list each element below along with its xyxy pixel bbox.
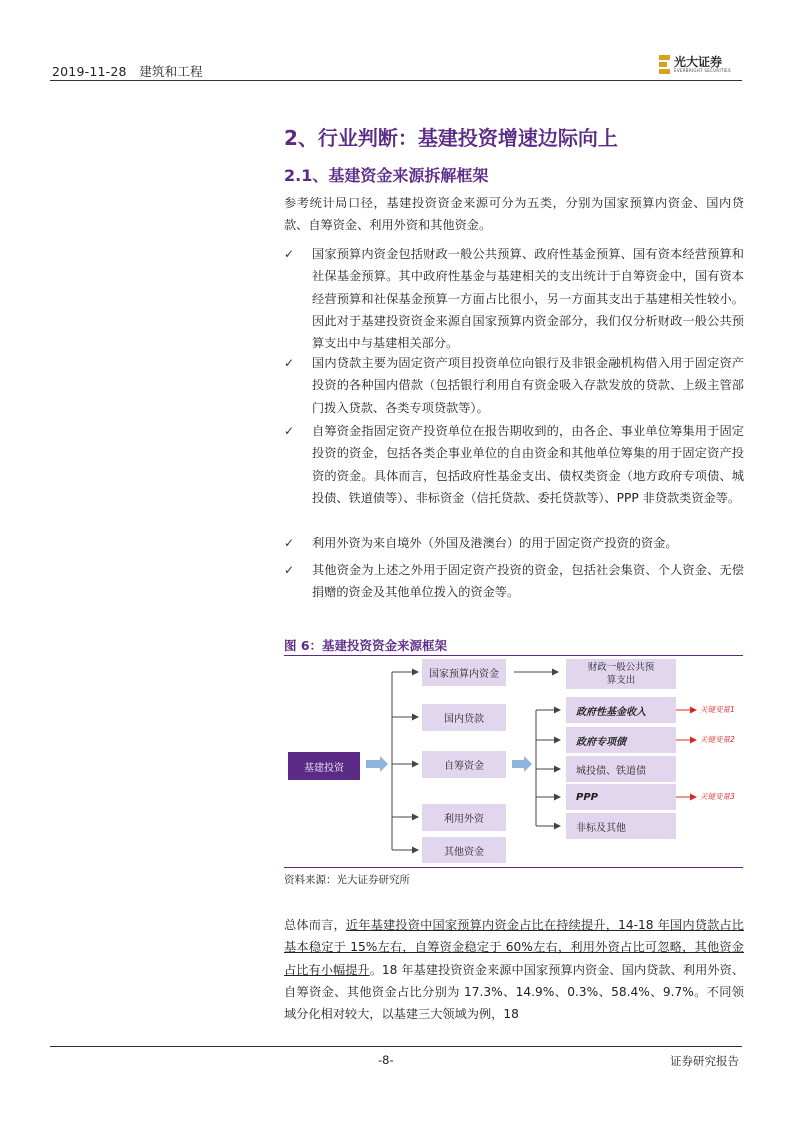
flow-box-gov-fund: 政府性基金收入 <box>566 697 676 723</box>
bullet-item <box>284 559 744 604</box>
check-icon: ✓ <box>284 424 295 438</box>
conclusion-rest: 。18 年基建投资资金来源中国家预算内资金、国内贷款、利用外资、自筹资金、其他资金占比分别为 17.3%、14.9%、0.3%、58.4%、9.7%。不同领域分化相对较大，以基建三大领域为例，18 <box>284 962 745 1022</box>
bullet-text: 自筹资金指固定资产投资单位在报告期收到的，由各企、事业单位筹集用于固定投资的资金，包括各类企事业单位的自由资金和其他单位筹集的用于固定资产投资的资金。具体而言，包括政府性基金支出、债权类资金（地方政府专项债、城投债、铁道债等）、非标资金（信托贷款、委托贷款等）、PPP 非贷款类资金等。 <box>312 424 744 505</box>
conclusion-paragraph <box>284 914 744 1025</box>
figure-bottom-rule <box>284 867 743 868</box>
check-icon: ✓ <box>284 356 295 370</box>
bullet-text: 国内贷款主要为固定资产项目投资单位向银行及非银金融机构借入用于固定资产投资的各种国内借款（包括银行利用自有资金吸入存款发放的贷款、上级主管部门拨入贷款、各类专项贷款等）。 <box>312 356 744 415</box>
logo-icon <box>659 55 670 75</box>
flow-box-domestic-loan: 国内贷款 <box>422 704 506 731</box>
bullet-text: 利用外资为来自境外（外国及港澳台）的用于固定资产投资的资金。 <box>312 536 678 550</box>
conclusion-underlined: 近年基建投资中国家预算内资金占比在持续提升，14-18 年国内贷款占比基本稳定于 15%左右，自筹资金稳定于 60%左右，利用外资占比可忽略，其他资金占比有小幅提升 <box>284 918 744 977</box>
footer-divider <box>50 1046 742 1047</box>
bullet-item <box>284 532 744 554</box>
intro-paragraph: 参考统计局口径，基建投资资金来源可分为五类，分别为国家预算内资金、国内贷款、自筹资金、利用外资和其他资金。 <box>284 196 744 233</box>
flow-box-ppp: PPP <box>566 784 676 810</box>
flow-box-nonstandard: 非标及其他 <box>566 813 676 839</box>
bullet-item <box>284 352 744 419</box>
figure-title: 图 6：基建投资资金来源框架 <box>284 638 448 653</box>
flow-box-special-bond: 政府专项债 <box>566 727 676 753</box>
bullet-item <box>284 420 744 509</box>
conclusion-lead: 总体而言， <box>284 918 346 932</box>
flow-box-foreign: 利用外资 <box>422 804 506 831</box>
flow-box-self-raised: 自筹资金 <box>422 751 506 778</box>
report-date: 2019-11-28 <box>52 64 127 79</box>
check-icon: ✓ <box>284 563 295 577</box>
key-variable-label: 关键变量2 <box>700 735 735 744</box>
bullet-item <box>284 243 744 354</box>
flow-box-urban-bond: 城投债、铁道债 <box>566 756 676 782</box>
section-title: 2、行业判断：基建投资增速边际向上 <box>284 126 618 150</box>
flow-box-budget-detail: 财政一般公共预算支出 <box>566 659 676 689</box>
key-variable-label: 关键变量1 <box>700 705 735 714</box>
logo-subname: EVERBRIGHT SECURITIES <box>674 68 731 73</box>
bullet-text: 国家预算内资金包括财政一般公共预算、政府性基金预算、国有资本经营预算和社保基金预算。其中政府性基金与基建相关的支出统计于自筹资金中，国有资本经营预算和社保基金预算一方面占比很小，另一方面其支出于基建相关性较小。因此对于基建投资资金来源自国家预算内资金部分，我们仅分析财政一般公共预算支出中与基建相关部分。 <box>312 247 744 351</box>
flow-root-box: 基建投资 <box>288 752 360 780</box>
flow-box-budget: 国家预算内资金 <box>422 659 506 686</box>
check-icon: ✓ <box>284 247 295 261</box>
figure-source: 资料来源：光大证券研究所 <box>284 874 410 886</box>
footer-label: 证券研究报告 <box>670 1054 739 1068</box>
flow-box-other: 其他资金 <box>422 837 506 863</box>
section-subtitle: 2.1、基建资金来源拆解框架 <box>284 166 489 185</box>
logo-name: 光大证券 <box>674 55 723 69</box>
company-logo <box>659 53 731 77</box>
page-number: -8- <box>378 1053 394 1067</box>
report-sector: 建筑和工程 <box>139 64 203 79</box>
header-divider <box>50 80 742 81</box>
bullet-text: 其他资金为上述之外用于固定资产投资的资金，包括社会集资、个人资金、无偿捐赠的资金及其他单位拨入的资金等。 <box>312 563 744 600</box>
header-date-sector <box>52 62 203 80</box>
check-icon: ✓ <box>284 536 295 550</box>
block-arrow-icon <box>366 760 380 768</box>
key-variable-label: 关键变量3 <box>700 792 735 801</box>
